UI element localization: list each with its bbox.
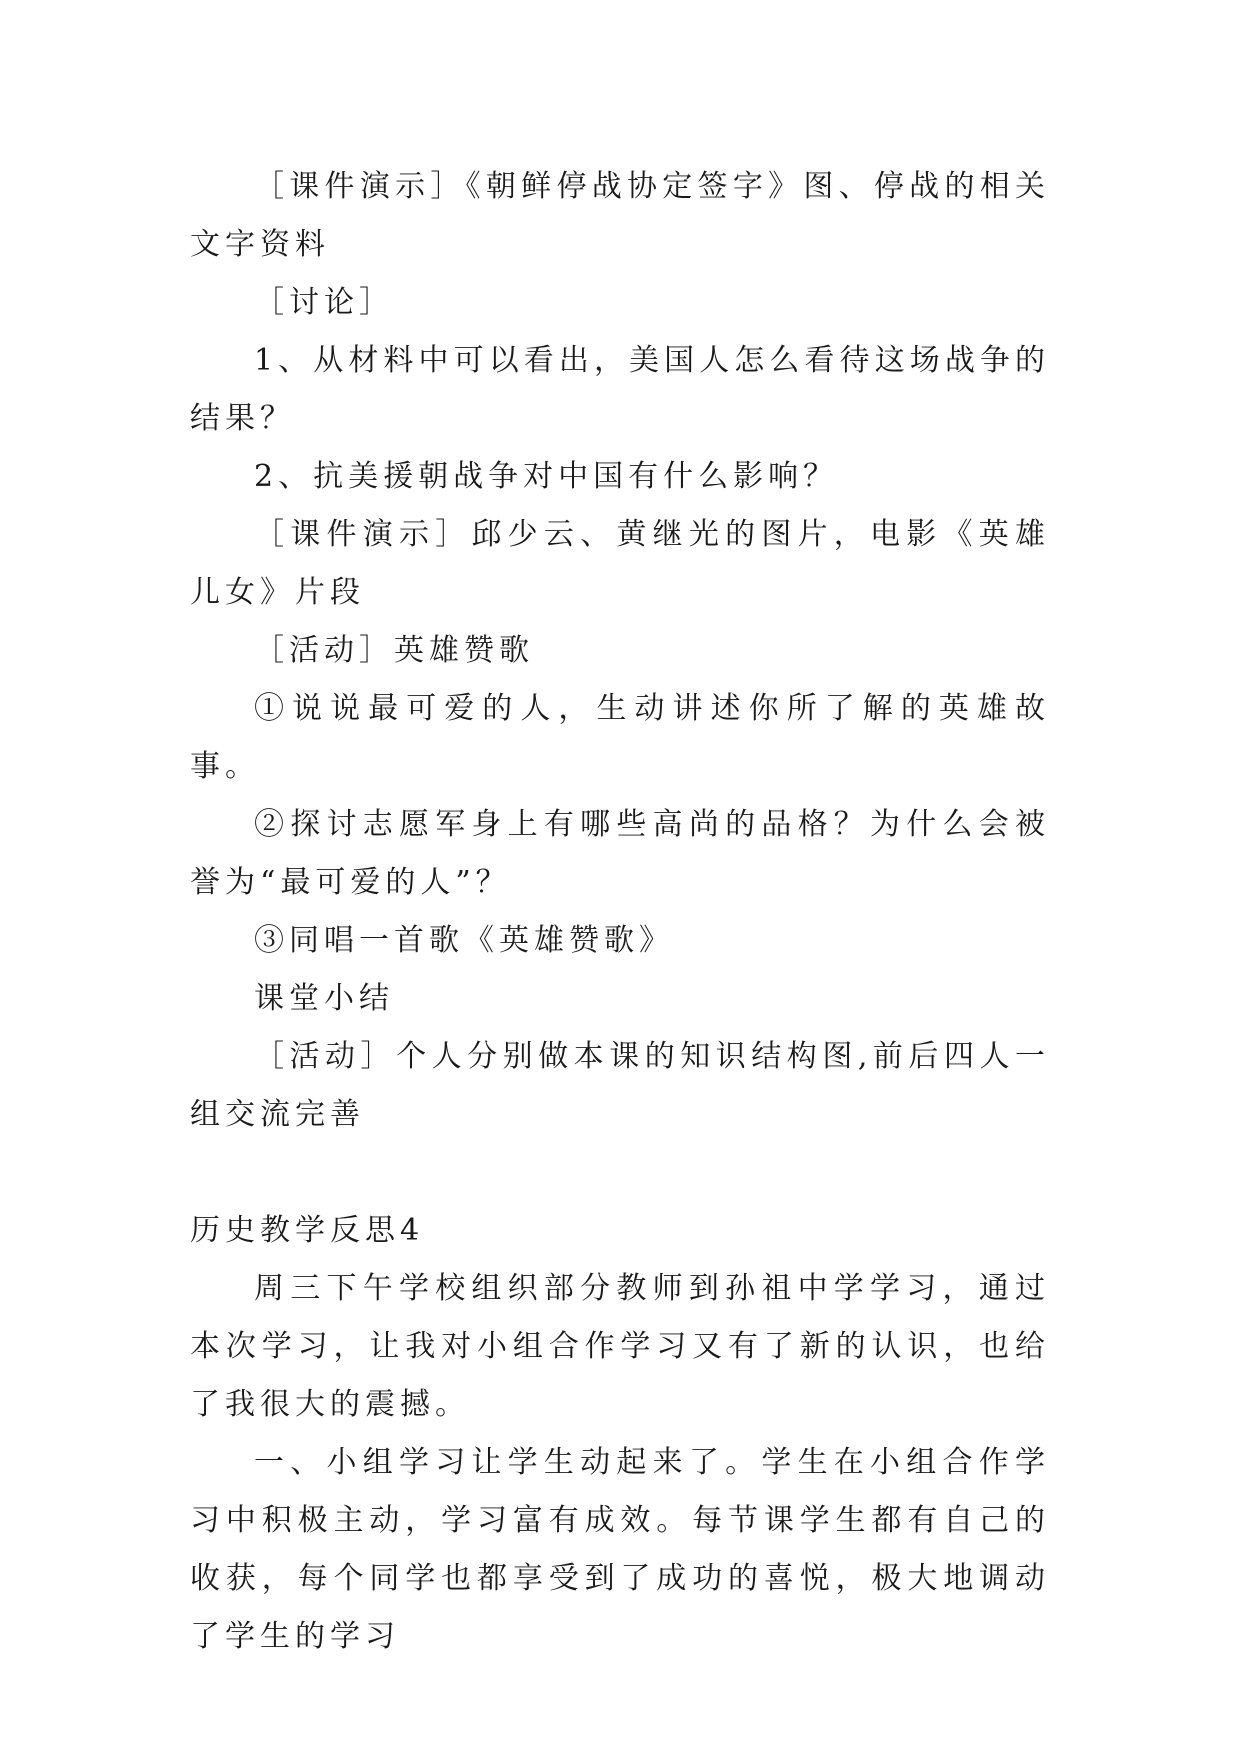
paragraph-gap [190, 1144, 1050, 1202]
paragraph: ［课件演示］邱少云、黄继光的图片，电影《英雄儿女》片段 [190, 517, 1050, 610]
paragraph: 周三下午学校组织部分教师到孙祖中学学习，通过本次学习，让我对小组合作学习又有了新的认识，也给了我很大的震撼。 [190, 1271, 1050, 1422]
paragraph: 课堂小结 [254, 981, 394, 1016]
paragraph: 一、小组学习让学生动起来了。学生在小组合作学习中积极主动，学习富有成效。每节课学生都有自己的收获，每个同学也都享受到了成功的喜悦，极大地调动了学生的学习 [190, 1445, 1050, 1654]
section-title: 历史教学反思4 [190, 1213, 425, 1248]
paragraph: ［课件演示］《朝鲜停战协定签字》图、停战的相关文字资料 [190, 169, 1050, 262]
paragraph: ②探讨志愿军身上有哪些高尚的品格？为什么会被誉为“最可爱的人”？ [190, 807, 1050, 900]
document-body [190, 158, 1050, 1666]
paragraph: ③同唱一首歌《英雄赞歌》 [254, 923, 674, 958]
paragraph: 1、从材料中可以看出，美国人怎么看待这场战争的结果？ [190, 343, 1050, 436]
paragraph: ①说说最可爱的人，生动讲述你所了解的英雄故事。 [190, 691, 1050, 784]
paragraph: 2、抗美援朝战争对中国有什么影响？ [254, 459, 839, 494]
paragraph: ［讨论］ [254, 285, 394, 320]
paragraph: ［活动］英雄赞歌 [254, 633, 534, 668]
paragraph: ［活动］个人分别做本课的知识结构图,前后四人一组交流完善 [190, 1039, 1050, 1132]
